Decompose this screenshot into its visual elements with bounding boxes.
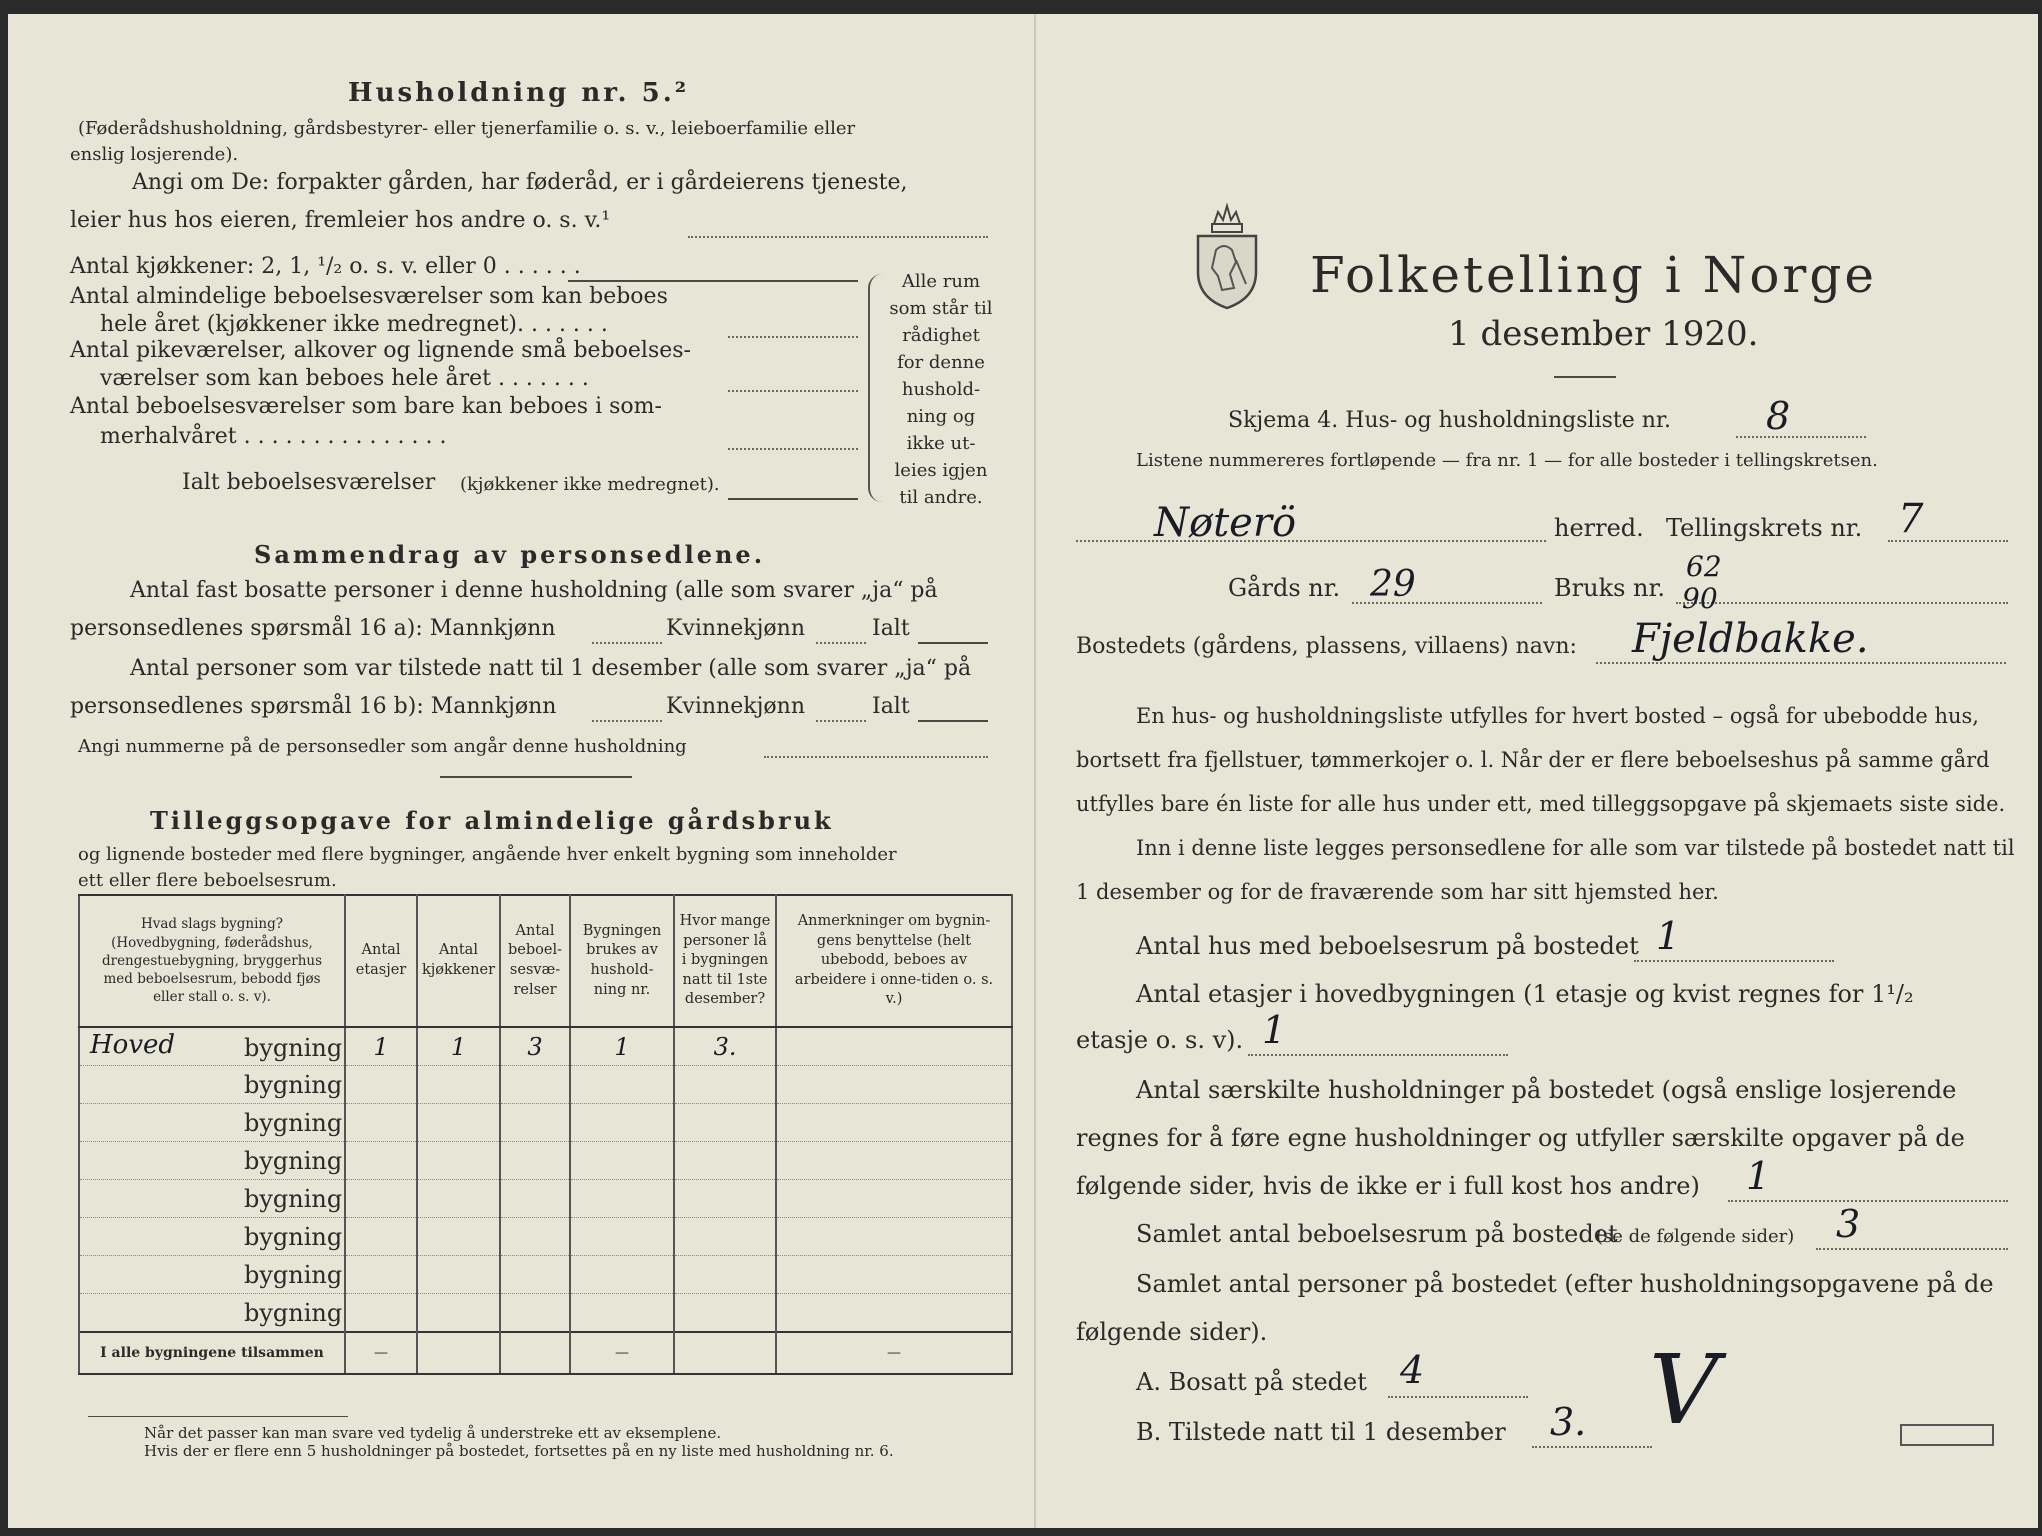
instructions-line4: Inn i denne liste legges personsedlene for alle som var tilstede på bostedet natt til [1136,836,2015,860]
angi-line1: Angi om De: forpakter gården, har føderåd, er i gårdeierens tjeneste, [132,170,908,195]
rum-label: Samlet antal beboelsesrum på bostedet [1136,1220,1618,1248]
household-intro-line1: (Føderådshusholdning, gårdsbestyrer- eller tjenerfamilie o. s. v., leieboerfamilie eller [78,118,856,139]
nummerne-answer-line [764,756,988,758]
remarks-value [776,1027,1012,1066]
total-rooms-answer-line [728,498,858,500]
coat-of-arms-icon [1192,202,1262,312]
bosted-answer-line [1596,662,2006,664]
present-line2-total: Ialt [872,694,910,719]
tillegg-line2: ett eller flere beboelsesrum. [78,870,337,891]
instructions-line5: 1 desember og for de fraværende som har sitt hjemsted her. [1076,880,1719,904]
col-household-nr: Bygningen brukes av hushold-ning nr. [570,895,674,1027]
brace-bracket [868,274,884,502]
herred-answer-line [1076,540,1546,542]
brace-note: Alle rum som står til rådighet for denne hushold- ning og ikke ut- leies igjen til andre. [889,271,993,508]
bruks-value-bottom: 90 [1682,582,1718,615]
summer-rooms-answer-line [728,448,858,450]
check-mark: V [1636,1334,1730,1446]
buildings-table [78,894,1013,1375]
krets-label: Tellingskrets nr. [1666,514,1863,542]
building-label: bygning [244,1034,343,1062]
kitchens-value: 1 [417,1027,500,1066]
angi-nummerne: Angi nummerne på de personsedler som angår denne husholdning [78,736,687,757]
bosatt-value: 4 [1400,1348,1425,1392]
households-line3: følgende sider, hvis de ikke er i full kost hos andre) [1076,1172,1700,1200]
small-rooms-answer-line [728,390,858,392]
building-label: bygning [79,1066,345,1104]
summary-line2-male: personsedlenes spørsmål 16 a): Mannkjønn [70,616,556,641]
rum-note: (se de følgende sider) [1596,1226,1795,1247]
summary-title: Sammendrag av personsedlene. [254,540,766,569]
etasjer-label-line1: Antal etasjer i hovedbygningen (1 etasje og kvist regnes for 1¹/₂ [1136,980,1914,1008]
gards-value: 29 [1370,564,1416,605]
hus-value: 1 [1656,914,1681,958]
small-rooms-question-line1: Antal pikeværelser, alkover og lignende små beboelses- [70,338,691,363]
bosted-value: Fjeldbakke. [1632,616,1869,662]
col-floors: Antal etasjer [345,895,417,1027]
sum-label: I alle bygningene tilsammen [79,1332,345,1374]
kitchens-answer-line [568,280,858,282]
households-line2: regnes for å føre egne husholdninger og utfyller særskilte opgaver på de [1076,1124,1965,1152]
rooms-question-line1: Antal almindelige beboelsesværelser som kan beboes [70,284,668,309]
footnote-1: Når det passer kan man svare ved tydelig å understreke ett av eksemplene. [144,1424,722,1442]
rooms-question-line2: hele året (kjøkkener ikke medregnet). . . . . . . [100,312,608,337]
sum-household: — [570,1332,674,1374]
herred-value: Nøterö [1154,500,1297,546]
table-row [79,1066,1012,1104]
etasjer-value: 1 [1262,1008,1287,1052]
tillegg-title: Tilleggsopgave for almindelige gårdsbruk [150,806,834,835]
present-female-line [816,720,866,722]
building-label: bygning [79,1294,345,1333]
sum-remarks: — [776,1332,1012,1374]
skjema-nr-value: 8 [1766,394,1791,438]
hus-answer-line [1634,960,1834,962]
gards-label: Gårds nr. [1228,574,1341,602]
building-type-value: Hoved [90,1030,176,1060]
hus-label: Antal hus med beboelsesrum på bostedet [1136,932,1639,960]
instructions-line1: En hus- og husholdningsliste utfylles for hvert bosted – også for ubebodde hus, [1136,704,1979,728]
summary-line2-female: Kvinnekjønn [666,616,805,641]
skjema-label: Skjema 4. Hus- og husholdningsliste nr. [1228,408,1671,433]
building-label: bygning [79,1142,345,1180]
table-row [79,1256,1012,1294]
printer-stamp [1900,1424,1994,1446]
building-label: bygning [79,1180,345,1218]
building-label: bygning [79,1218,345,1256]
bruks-answer-line [1676,602,2008,604]
listene-note: Listene nummereres fortløpende — fra nr. 1 — for alle bosteder i tellingskretsen. [1136,450,1878,471]
sum-floors: — [345,1332,417,1374]
left-page [8,14,1028,1528]
table-row [79,1218,1012,1256]
footnote-divider [88,1416,348,1417]
tilstede-answer-line [1532,1446,1652,1448]
census-title: Folketelling i Norge [1310,246,1877,304]
summary-male-line [592,642,662,644]
bosatt-answer-line [1388,1396,1528,1398]
col-persons: Hvor mange personer lå i bygningen natt til 1ste desember? [674,895,776,1027]
summer-rooms-question-line2: merhalvåret . . . . . . . . . . . . . . . [100,424,447,449]
right-page [1034,14,2040,1528]
summary-female-line [816,642,866,644]
skjema-answer-line [1736,436,1866,438]
household-title: Husholdning nr. 5.² [348,78,690,108]
col-building-type: Hvad slags bygning? (Hovedbygning, føderådshus, drengestuebygning, bryggerhus med beboelsesrum, bebodd fjøs eller stall o. s. v). [79,895,345,1027]
summer-rooms-question-line1: Antal beboelsesværelser som bare kan beboes i som- [70,394,662,419]
bruks-value-top: 62 [1686,550,1722,583]
present-male-line [592,720,662,722]
tilstede-value: 3. [1550,1400,1587,1444]
instructions-line3: utfylles bare én liste for alle hus under ett, med tilleggsopgave på skjemaets siste side. [1076,792,2006,816]
rooms-value: 3 [500,1027,570,1066]
rum-value: 3 [1836,1202,1861,1246]
herred-label: herred. [1554,514,1644,542]
households-line1: Antal særskilte husholdninger på bostedet (også enslige losjerende [1136,1076,1957,1104]
rooms-answer-line [728,336,858,338]
table-row [79,1027,1012,1066]
section-divider [440,776,632,778]
footnote-2: Hvis der er flere enn 5 husholdninger på bostedet, fortsettes på en ny liste med husholdning nr. 6. [144,1442,894,1460]
census-date: 1 desember 1920. [1448,314,1759,354]
summary-line2-total: Ialt [872,616,910,641]
title-divider [1554,376,1616,378]
rum-answer-line [1816,1248,2008,1250]
col-kitchens: Antal kjøkkener [417,895,500,1027]
household-nr-value: 1 [570,1027,674,1066]
small-rooms-question-line2: værelser som kan beboes hele året . . . . . . . [100,366,589,391]
angi-line2: leier hus hos eieren, fremleier hos andre o. s. v.¹ [70,208,611,233]
table-header-row [79,895,1012,1027]
table-row [79,1104,1012,1142]
households-value: 1 [1746,1154,1771,1198]
total-rooms-label: Ialt beboelsesværelser [182,470,436,495]
present-line2-female: Kvinnekjønn [666,694,805,719]
bruks-label: Bruks nr. [1554,574,1665,602]
table-row [79,1180,1012,1218]
floors-value: 1 [345,1027,417,1066]
krets-value: 7 [1898,496,1924,542]
total-rooms-note: (kjøkkener ikke medregnet). [460,474,720,495]
col-remarks: Anmerkninger om bygnin-gens benyttelse (helt ubebodd, beboes av arbeidere i onne-tiden o. s. v.) [776,895,1012,1027]
kitchens-question: Antal kjøkkener: 2, 1, ¹/₂ o. s. v. eller 0 . . . . . . [70,254,581,279]
persons-value: 3. [674,1027,776,1066]
etasjer-answer-line [1248,1054,1508,1056]
census-form-sheet [8,14,2038,1528]
etasjer-label-line2: etasje o. s. v). [1076,1026,1244,1054]
bosatt-label: A. Bosatt på stedet [1136,1368,1367,1396]
instructions-line2: bortsett fra fjellstuer, tømmerkojer o. l. Når der er flere beboelseshus på samme gård [1076,748,1990,772]
table-row [79,1294,1012,1333]
angi-answer-line [688,236,988,238]
summary-total-line [918,642,988,644]
persons-line2: følgende sider). [1076,1318,1268,1346]
households-answer-line [1728,1200,2008,1202]
col-rooms: Antal beboel-sesvæ-relser [500,895,570,1027]
household-intro-line2: enslig losjerende). [70,144,239,165]
table-row [79,1142,1012,1180]
building-label: bygning [79,1104,345,1142]
building-label: bygning [79,1256,345,1294]
tilstede-label: B. Tilstede natt til 1 desember [1136,1418,1506,1446]
bosted-label: Bostedets (gårdens, plassens, villaens) navn: [1076,634,1577,659]
persons-line1: Samlet antal personer på bostedet (efter husholdningsopgavene på de [1136,1270,1994,1298]
present-line2-male: personsedlenes spørsmål 16 b): Mannkjønn [70,694,557,719]
tillegg-line1: og lignende bosteder med flere bygninger, angående hver enkelt bygning som inneholder [78,844,897,865]
present-line1: Antal personer som var tilstede natt til 1 desember (alle som svarer „ja“ på [130,656,972,681]
present-total-line [918,720,988,722]
summary-line1: Antal fast bosatte personer i denne husholdning (alle som svarer „ja“ på [130,578,938,603]
table-sum-row [79,1332,1012,1374]
